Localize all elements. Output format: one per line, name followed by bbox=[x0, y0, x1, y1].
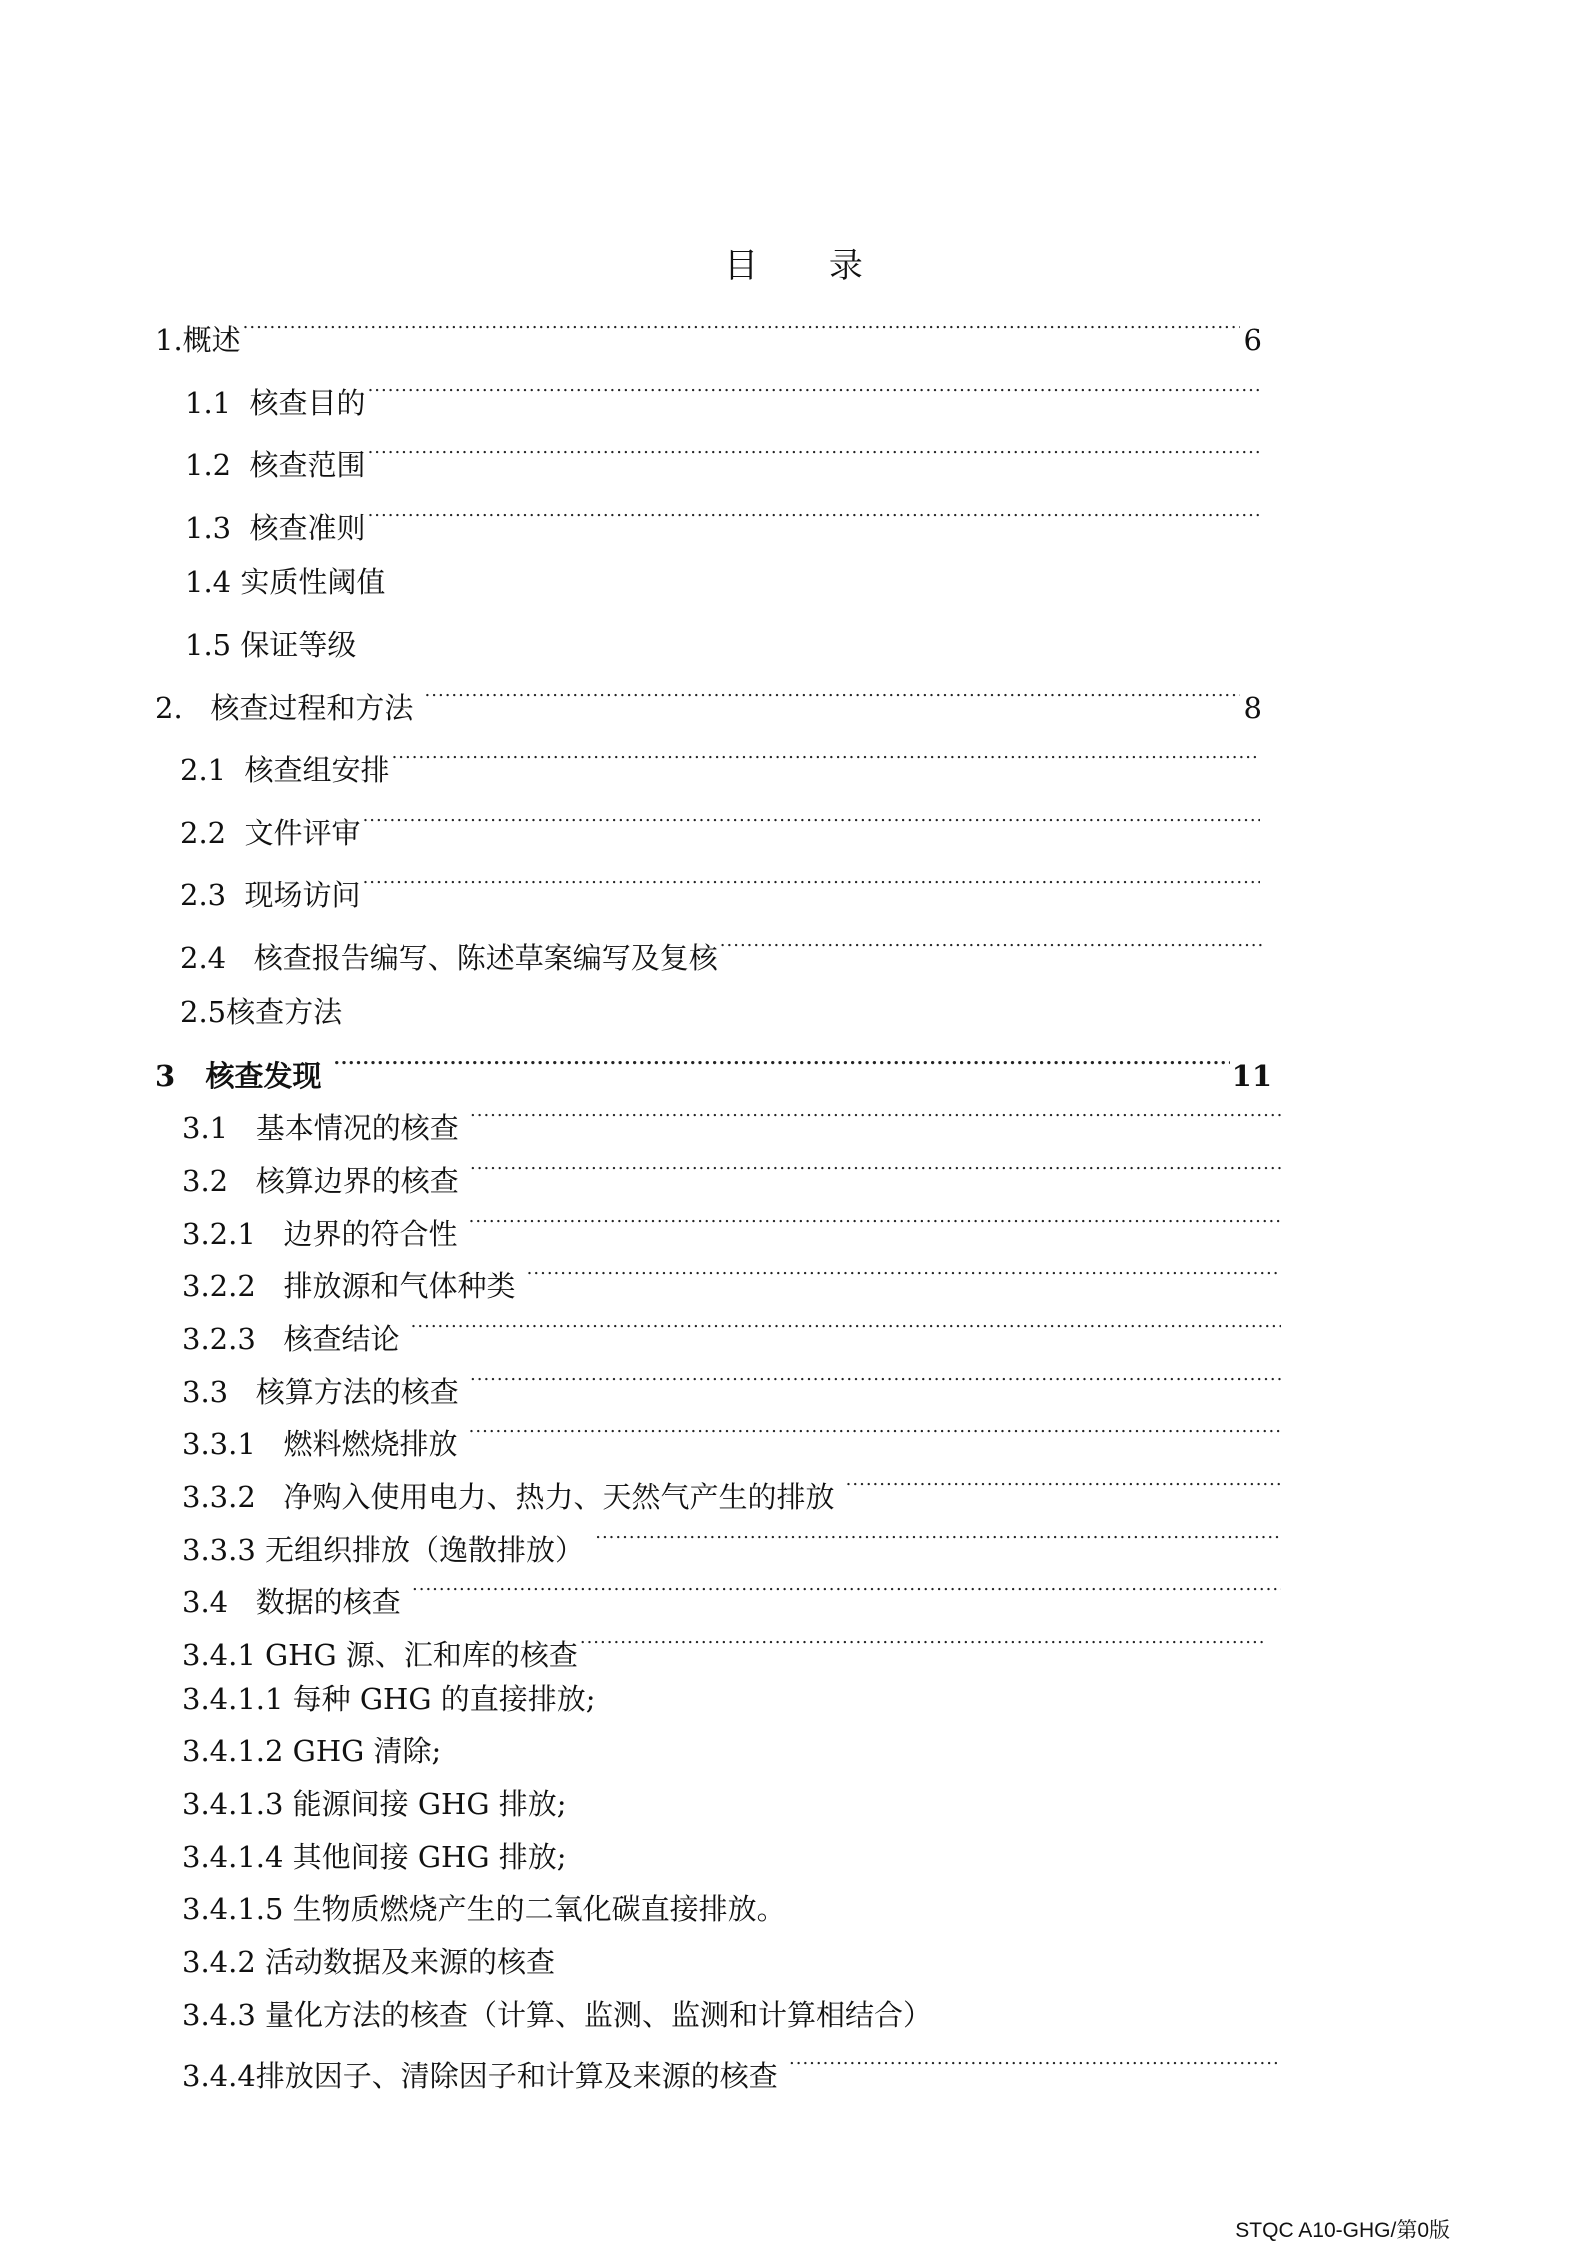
toc-label: 1.概述 bbox=[155, 323, 241, 357]
toc-entry-2-3[interactable] bbox=[180, 867, 1262, 914]
toc-label: 2.4 核查报告编写、陈述草案编写及复核 bbox=[180, 941, 718, 975]
toc-label: 2.5核查方法 bbox=[180, 995, 343, 1029]
toc-entry-2-4[interactable] bbox=[180, 930, 1264, 977]
toc-leader-dots bbox=[470, 1100, 1281, 1138]
toc-label: 3 核查发现 bbox=[155, 1059, 332, 1093]
toc-label: 3.3 核算方法的核查 bbox=[182, 1375, 468, 1409]
toc-label: 1.2 核查范围 bbox=[185, 448, 366, 482]
toc-entry-3-3-2[interactable] bbox=[182, 1469, 1283, 1516]
toc-label: 3.4.1 GHG 源、汇和库的核查 bbox=[182, 1638, 578, 1672]
toc-entry-3-4[interactable] bbox=[182, 1574, 1283, 1621]
toc-leader-dots bbox=[392, 742, 1260, 780]
toc-page-number: 11 bbox=[1231, 1059, 1272, 1093]
toc-label: 2.2 文件评审 bbox=[180, 816, 361, 850]
toc-leader-dots bbox=[411, 1311, 1281, 1349]
toc-label: 3.4 数据的核查 bbox=[182, 1585, 410, 1619]
toc-leader-dots bbox=[368, 437, 1260, 475]
toc-entry-3-4-1-5[interactable] bbox=[182, 1890, 1283, 1928]
toc-leader-dots bbox=[368, 375, 1260, 413]
toc-leader-dots bbox=[789, 2048, 1281, 2086]
toc-entry-3-1[interactable] bbox=[182, 1100, 1283, 1147]
toc-entry-3-3-1[interactable] bbox=[182, 1416, 1283, 1463]
toc-label: 3.4.1.1 每种 GHG 的直接排放; bbox=[182, 1682, 596, 1716]
toc-label: 1.3 核查准则 bbox=[185, 511, 366, 545]
toc-leader-dots bbox=[368, 500, 1260, 538]
toc-entry-3-4-1[interactable] bbox=[182, 1627, 1265, 1674]
toc-leader-dots bbox=[527, 1258, 1281, 1296]
toc-page-number: 8 bbox=[1243, 691, 1262, 725]
toc-entry-1-5[interactable] bbox=[185, 626, 1262, 664]
toc-entry-3[interactable] bbox=[155, 1048, 1272, 1095]
toc-leader-dots bbox=[334, 1048, 1230, 1086]
toc-label: 2.1 核查组安排 bbox=[180, 753, 390, 787]
toc-entry-2-2[interactable] bbox=[180, 805, 1262, 852]
toc-label: 1.5 保证等级 bbox=[185, 628, 357, 662]
toc-label: 1.4 实质性阈值 bbox=[185, 565, 386, 599]
toc-label: 3.4.1.5 生物质燃烧产生的二氧化碳直接排放。 bbox=[182, 1892, 786, 1926]
toc-entry-1-2[interactable] bbox=[185, 437, 1262, 484]
toc-leader-dots bbox=[470, 1153, 1281, 1191]
toc-label: 3.3.1 燃料燃烧排放 bbox=[182, 1427, 467, 1461]
toc-label: 3.3.2 净购入使用电力、热力、天然气产生的排放 bbox=[182, 1480, 844, 1514]
toc-entry-1-1[interactable] bbox=[185, 375, 1262, 422]
toc-entry-3-4-1-4[interactable] bbox=[182, 1838, 1283, 1876]
toc-entry-3-2-1[interactable] bbox=[182, 1206, 1283, 1253]
toc-entry-3-4-4[interactable] bbox=[182, 2048, 1283, 2095]
toc-leader-dots bbox=[469, 1206, 1281, 1244]
toc-leader-dots bbox=[470, 1364, 1281, 1402]
toc-label: 3.4.1.3 能源间接 GHG 排放; bbox=[182, 1787, 567, 1821]
toc-leader-dots bbox=[595, 1522, 1281, 1560]
toc-leader-dots bbox=[720, 930, 1262, 968]
toc-entry-3-4-3[interactable] bbox=[182, 1996, 1283, 2034]
toc-label: 3.2.1 边界的符合性 bbox=[182, 1217, 467, 1251]
toc-leader-dots bbox=[363, 805, 1260, 843]
toc-leader-dots bbox=[580, 1627, 1263, 1665]
toc-entry-3-2[interactable] bbox=[182, 1153, 1283, 1200]
toc-entry-2[interactable] bbox=[155, 680, 1262, 727]
toc-entry-3-4-1-2[interactable] bbox=[182, 1732, 1283, 1770]
toc-entry-3-4-2[interactable] bbox=[182, 1943, 1283, 1981]
toc-label: 3.2.2 排放源和气体种类 bbox=[182, 1269, 525, 1303]
toc-leader-dots bbox=[412, 1574, 1281, 1612]
toc-entry-3-2-3[interactable] bbox=[182, 1311, 1283, 1358]
toc-leader-dots bbox=[846, 1469, 1281, 1507]
toc-label: 3.1 基本情况的核查 bbox=[182, 1111, 468, 1145]
toc-leader-dots bbox=[243, 312, 1240, 350]
toc-entry-3-3[interactable] bbox=[182, 1364, 1283, 1411]
toc-leader-dots bbox=[425, 680, 1240, 718]
toc-entry-3-4-1-3[interactable] bbox=[182, 1785, 1283, 1823]
toc-label: 3.4.4排放因子、清除因子和计算及来源的核查 bbox=[182, 2059, 788, 2093]
toc-label: 3.3.3 无组织排放（逸散排放） bbox=[182, 1533, 594, 1567]
toc-label: 1.1 核查目的 bbox=[185, 386, 366, 420]
toc-entry-2-5[interactable] bbox=[180, 993, 1262, 1031]
document-code-footer: STQC A10-GHG/第0版 bbox=[1235, 2219, 1450, 2242]
toc-label: 3.2 核算边界的核查 bbox=[182, 1164, 468, 1198]
toc-label: 2. 核查过程和方法 bbox=[155, 691, 423, 725]
toc-entry-3-4-1-1[interactable] bbox=[182, 1680, 1283, 1718]
toc-leader-dots bbox=[363, 867, 1260, 905]
toc-title: 目 录 bbox=[724, 246, 893, 286]
toc-entry-3-3-3[interactable] bbox=[182, 1522, 1283, 1569]
toc-label: 3.4.2 活动数据及来源的核查 bbox=[182, 1945, 556, 1979]
toc-label: 3.4.1.2 GHG 清除; bbox=[182, 1734, 442, 1768]
toc-leader-dots bbox=[469, 1416, 1281, 1454]
toc-entry-1-4[interactable] bbox=[185, 563, 1262, 601]
toc-entry-3-2-2[interactable] bbox=[182, 1258, 1283, 1305]
toc-label: 3.4.3 量化方法的核查（计算、监测、监测和计算相结合） bbox=[182, 1998, 933, 2032]
toc-entry-2-1[interactable] bbox=[180, 742, 1262, 789]
toc-entry-1-3[interactable] bbox=[185, 500, 1262, 547]
toc-page-number: 6 bbox=[1243, 323, 1262, 357]
toc-label: 2.3 现场访问 bbox=[180, 878, 361, 912]
toc-entry-1[interactable] bbox=[155, 312, 1262, 359]
toc-label: 3.2.3 核查结论 bbox=[182, 1322, 409, 1356]
toc-label: 3.4.1.4 其他间接 GHG 排放; bbox=[182, 1840, 567, 1874]
